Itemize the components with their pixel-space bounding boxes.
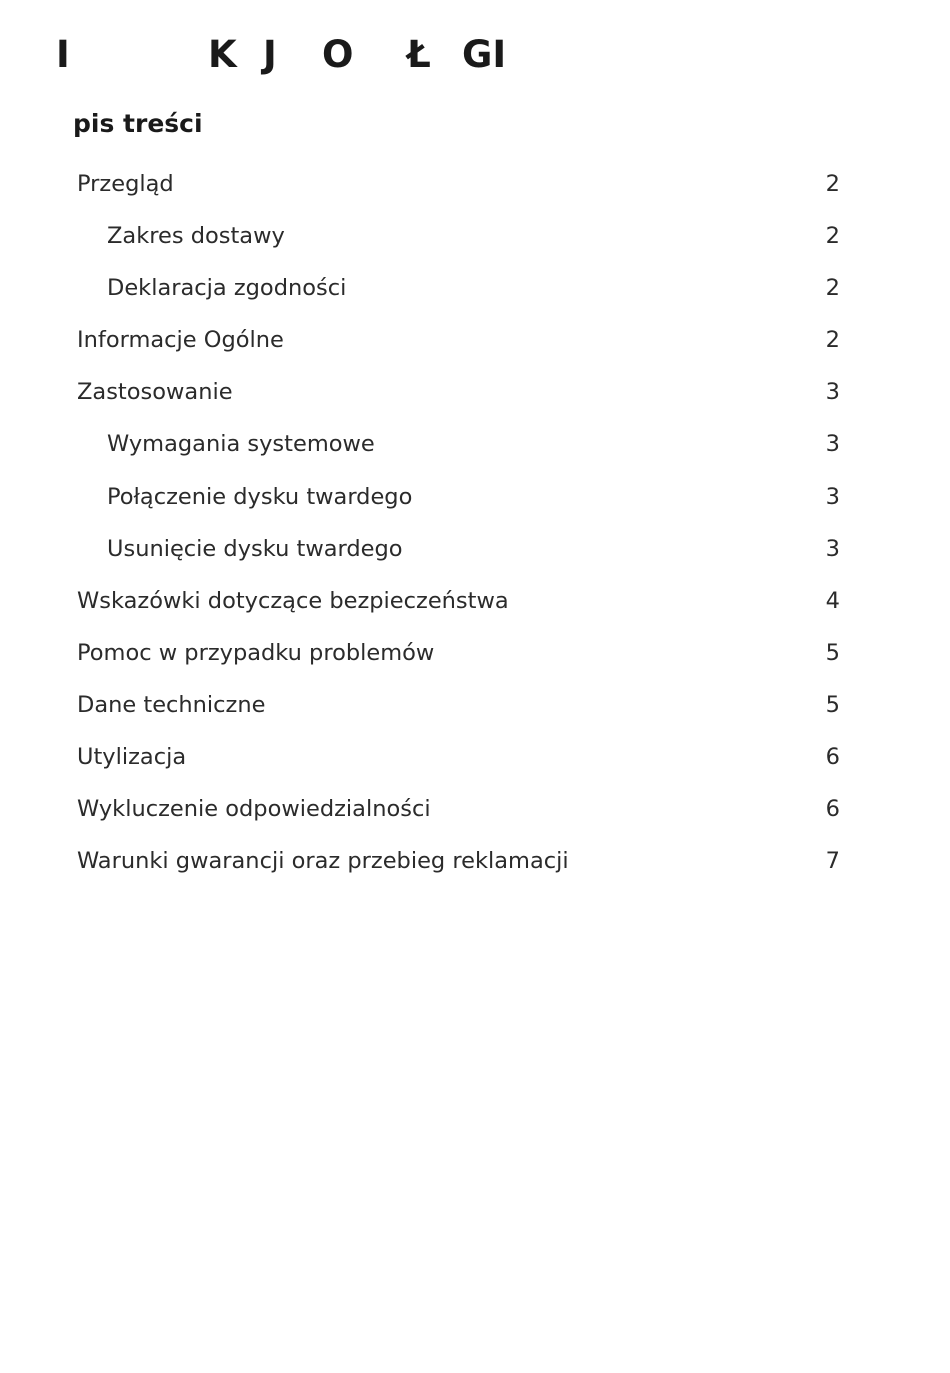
toc-entry-label: Utylizacja <box>77 744 187 771</box>
toc-entry-label: Zastosowanie <box>77 379 233 406</box>
header-letter: I <box>56 33 70 76</box>
toc-entry-page: 4 <box>825 587 840 614</box>
toc-entry[interactable] <box>0 471 950 523</box>
toc-entry-label: Wykluczenie odpowiedzialności <box>77 796 431 823</box>
toc-entry-page: 2 <box>825 275 840 302</box>
toc-entry[interactable] <box>0 314 950 366</box>
toc-entry-label: Połączenie dysku twardego <box>107 483 413 510</box>
toc-heading: pis treści <box>73 109 203 138</box>
toc-entry-label: Zakres dostawy <box>107 223 285 250</box>
toc-entry-page: 5 <box>825 639 840 666</box>
toc-entry-label: Przegląd <box>77 171 174 197</box>
header-letter: GI <box>462 33 507 76</box>
toc-entry[interactable] <box>0 366 950 418</box>
toc-entry-label: Wskazówki dotyczące bezpieczeństwa <box>77 587 509 614</box>
toc-entry[interactable] <box>0 731 950 783</box>
toc-entry-page: 3 <box>825 431 840 458</box>
toc-entry-label: Pomoc w przypadku problemów <box>77 639 435 666</box>
toc-entry-page: 3 <box>825 535 840 562</box>
toc-entry-page: 3 <box>825 483 840 510</box>
toc-entry[interactable] <box>0 627 950 679</box>
toc-entry[interactable] <box>0 679 950 731</box>
toc-entry[interactable] <box>0 158 950 210</box>
header-letter: J <box>263 33 277 76</box>
toc-entry-page: 6 <box>825 744 840 771</box>
toc-entry[interactable] <box>0 523 950 575</box>
header-letter: O <box>322 33 354 76</box>
toc-entry[interactable] <box>0 783 950 835</box>
toc-entry-label: Wymagania systemowe <box>107 431 375 458</box>
toc-list <box>0 158 950 887</box>
toc-entry-label: Warunki gwarancji oraz przebieg reklamacji <box>77 848 569 875</box>
header-letter: K <box>208 33 237 76</box>
toc-entry-page: 3 <box>825 379 840 406</box>
toc-entry-page: 2 <box>825 171 840 197</box>
toc-entry-page: 2 <box>825 223 840 250</box>
toc-entry[interactable] <box>0 210 950 262</box>
toc-entry-page: 6 <box>825 796 840 823</box>
header-letter: Ł <box>407 33 431 76</box>
toc-entry[interactable] <box>0 835 950 887</box>
toc-entry-page: 5 <box>825 691 840 718</box>
header-title <box>56 33 576 77</box>
toc-entry[interactable] <box>0 418 950 470</box>
toc-entry-label: Dane techniczne <box>77 691 266 718</box>
toc-entry-label: Informacje Ogólne <box>77 327 284 354</box>
toc-entry[interactable] <box>0 575 950 627</box>
toc-entry-page: 2 <box>825 327 840 354</box>
toc-entry[interactable] <box>0 262 950 314</box>
toc-entry-page: 7 <box>825 848 840 875</box>
toc-entry-label: Usunięcie dysku twardego <box>107 535 403 562</box>
toc-entry-label: Deklaracja zgodności <box>107 275 347 302</box>
